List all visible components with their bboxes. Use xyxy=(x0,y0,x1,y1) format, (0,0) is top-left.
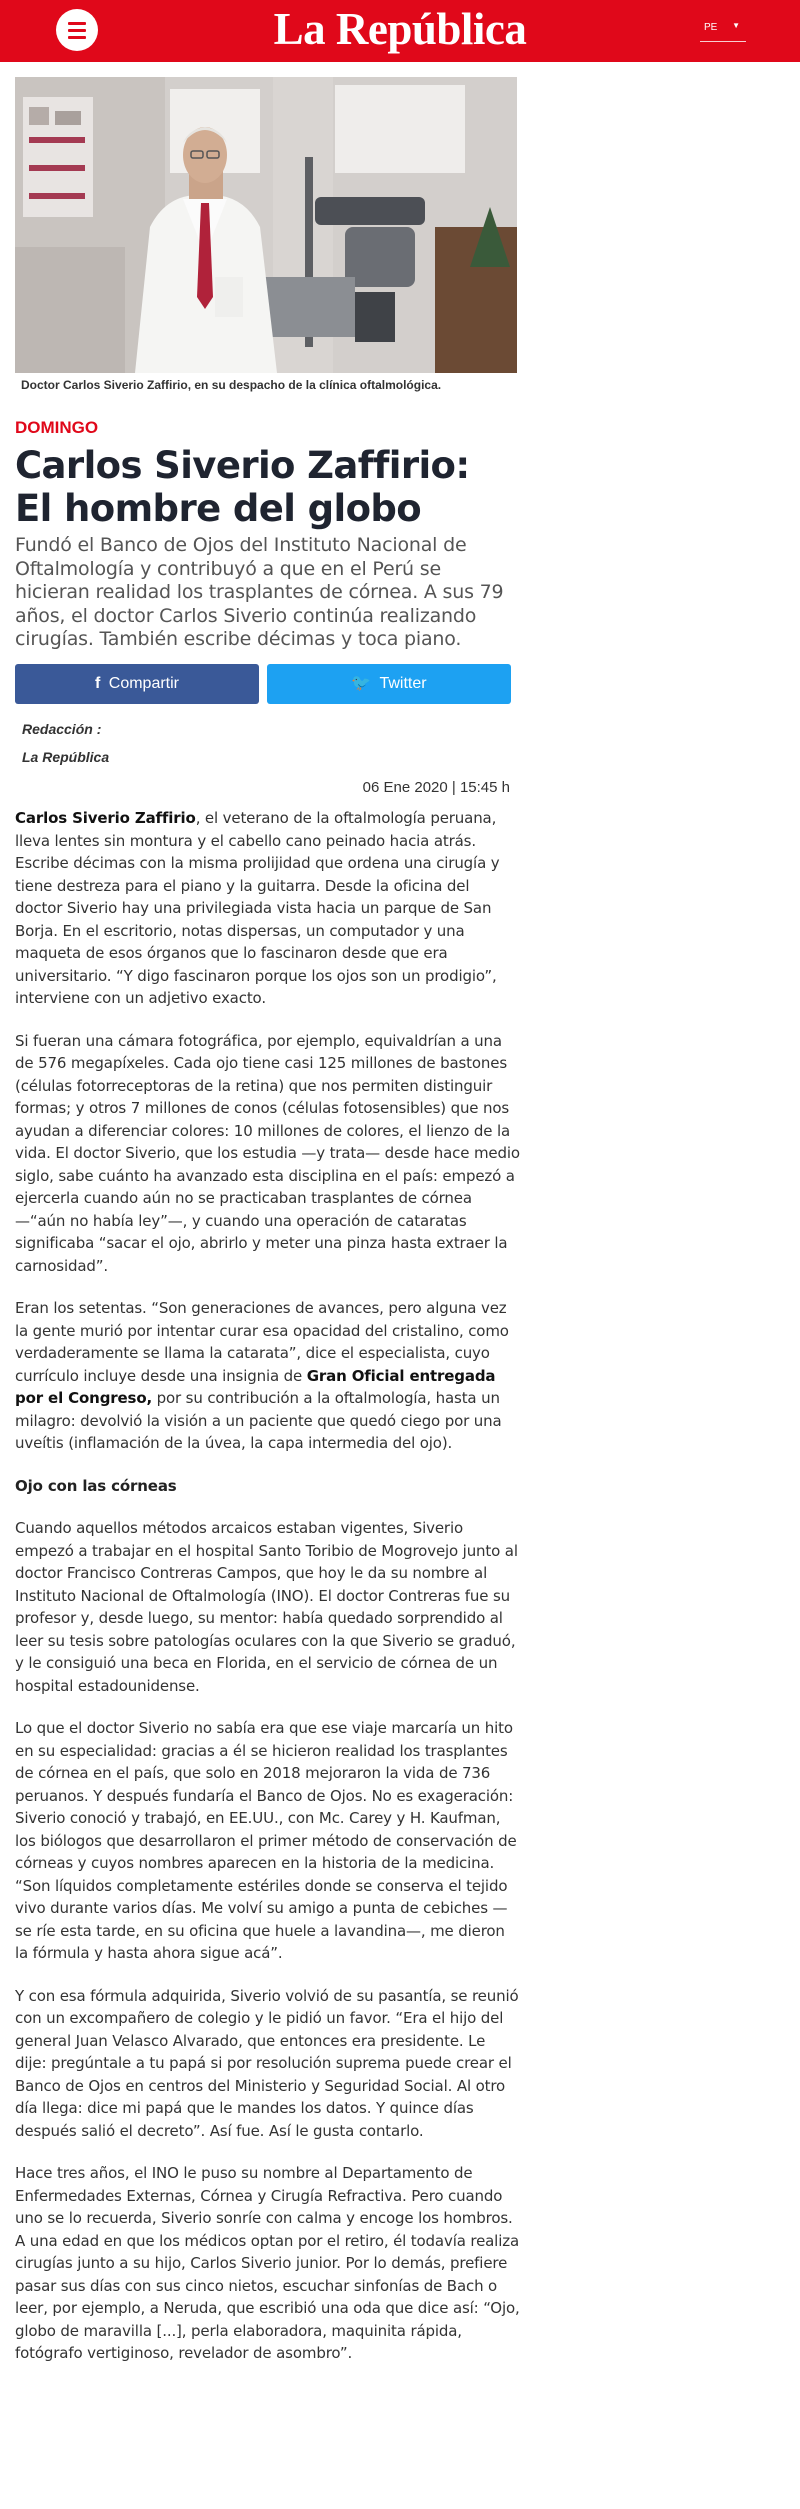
body-paragraph: Eran los setentas. “Son generaciones de avances, pero alguna vez la gente murió por intentar curar esa opacidad del cristalino, como verdaderamente se llama la catarata”, dice el especialista, cuyo currículo incluye desde una insignia de Gran Oficial entregada por el Congreso, por su contribución a la oftalmología, hasta un milagro: devolvió la visión a un paciente que quedó ciego por una uveítis (inflamación de la úvea, la capa intermedia del ojo). xyxy=(15,1299,509,1452)
body-paragraph: Cuando aquellos métodos arcaicos estaban vigentes, Siverio empezó a trabajar en el hospital Santo Toribio de Mogrovejo junto al doctor Francisco Contreras Campos, que hoy le da su nombre al Instituto Nacional de Oftalmología (INO). El doctor Contreras fue su profesor y, desde luego, su mentor: había quedado sorprendido al leer su tesis sobre patologías oculares con la que Siverio se graduó, y le consiguió una beca en Florida, en el servicio de córnea de un hospital estadounidense. xyxy=(15,1519,518,1695)
strong-text: Carlos Siverio Zaffirio xyxy=(15,809,196,827)
photo-caption: Doctor Carlos Siverio Zaffirio, en su despacho de la clínica oftalmológica. xyxy=(21,378,442,392)
article-title: Carlos Siverio Zaffirio: El hombre del globo xyxy=(15,444,470,530)
twitter-icon: 🐦 xyxy=(351,675,372,692)
article-body xyxy=(15,807,520,2385)
byline-author[interactable]: La República xyxy=(22,749,110,765)
body-paragraph: Y con esa fórmula adquirida, Siverio volvió de su pasantía, se reunió con un excompañero de colegio y le pidió un favor. “Era el hijo del general Juan Velasco Alvarado, que entonces era presidente. Le dije: pregúntale a tu papá si por resolución suprema puede crear el Banco de Ojos en centros del Ministerio y Seguridad Social. Al otro día llega: dice mi papá que le mandes los datos. Y quince días después salió el decreto”. Así fue. Así le gusta contarlo. xyxy=(15,1986,519,2140)
region-selector[interactable] xyxy=(700,16,746,42)
body-paragraph: Lo que el doctor Siverio no sabía era que ese viaje marcaría un hito en su especialidad: gracias a él se hicieron realidad los trasplantes de córnea en el país, que solo en 2018 mejoraron la vida de 736 peruanos. Y después fundaría el Banco de Ojos. No es exageración: Siverio conoció y trabajó, en EE.UU., con Mc. Carey y H. Kaufman, los biólogos que desarrollaron el primer método de conservación de córneas y cuyos nombres aparecen en la historia de la medicina. “Son líquidos completamente estériles donde se conserva el tejido vivo durante varios días. Me volví su amigo a punta de cebiches —se ríe esta tarde, en su oficina que huele a lavandina—, me dieron la fórmula y hasta ahora sigue acá”. xyxy=(15,1719,517,1962)
top-bar xyxy=(0,0,800,62)
region-label: PE xyxy=(704,22,718,33)
byline-label: Redacción : xyxy=(22,721,102,737)
body-paragraph: Carlos Siverio Zaffirio, el veterano de la oftalmología peruana, lleva lentes sin montura y el cabello cano peinado hacia atrás. Escribe décimas con la misma prolijidad que ordena una cirugía y tiene destreza para el piano y la guitarra. Desde la oficina del doctor Siverio hay una privilegiada vista hacia un parque de San Borja. En el escritorio, notas dispersas, un computador y una maqueta de esos órganos que lo fascinaron desde que era universitario. “Y digo fascinaron porque los ojos son un prodigio”, interviene con un adjetivo exacto. xyxy=(15,809,500,1007)
share-twitter-button[interactable] xyxy=(267,664,511,704)
share-twitter-label: Twitter xyxy=(379,675,427,692)
body-paragraph: Si fueran una cámara fotográfica, por ejemplo, equivaldrían a una de 576 megapíxeles. Cada ojo tiene casi 125 millones de bastones (células fotorreceptoras de la retina) que nos permiten distinguir formas; y otros 7 millones de conos (células fotosensibles) que nos ayudan a diferenciar colores: 10 millones de colores, el lienzo de la vida. El doctor Siverio, que los estudia —y trata— desde hace medio siglo, sabe cuánto ha avanzado esta disciplina en el país: empezó a ejercerla cuando aún no se practicaban trasplantes de córnea —“aún no había ley”—, y cuando una operación de cataratas significaba “sacar el ojo, abrirlo y meter una pinza hasta extraer la carnosidad”. xyxy=(15,1031,520,1275)
chevron-down-icon: ▼ xyxy=(732,21,740,30)
body-subheading: Ojo con las córneas xyxy=(15,1476,177,1495)
article-subtitle: Fundó el Banco de Ojos del Instituto Nacional de Oftalmología y contribuyó a que en el Perú se hicieran realidad los trasplantes de córnea. A sus 79 años, el doctor Carlos Siverio continúa realizando cirugías. También escribe décimas y toca piano. xyxy=(15,534,504,650)
body-paragraph: Hace tres años, el INO le puso su nombre al Departamento de Enfermedades Externas, Córnea y Cirugía Refractiva. Pero cuando uno se lo recuerda, Siverio sonríe con calma y encoge los hombros. A una edad en que los médicos optan por el retiro, él todavía realiza cirugías junto a su hijo, Carlos Siverio junior. Por lo demás, prefiere pasar sus días con sus cinco nietos, escuchar sinfonías de Bach o leer, por ejemplo, a Neruda, que escribió una oda que dice así: “Ojo, globo de maravilla [...], perla elaboradora, maquinita rápida, fotógrafo vertiginoso, revelador de asombro”. xyxy=(15,2164,520,2362)
section-kicker[interactable]: DOMINGO xyxy=(15,418,99,437)
share-facebook-button[interactable] xyxy=(15,664,259,704)
hamburger-menu-icon[interactable] xyxy=(56,9,98,51)
facebook-icon: f xyxy=(94,675,101,692)
hero-photo xyxy=(15,77,517,373)
publish-date: 06 Ene 2020 | 15:45 h xyxy=(362,779,510,796)
site-logo[interactable]: La República xyxy=(273,4,527,54)
strong-text: Gran Oficial entregada por el Congreso, xyxy=(15,1366,496,1407)
doctor-portrait-image xyxy=(15,77,517,373)
share-facebook-label: Compartir xyxy=(108,675,179,692)
